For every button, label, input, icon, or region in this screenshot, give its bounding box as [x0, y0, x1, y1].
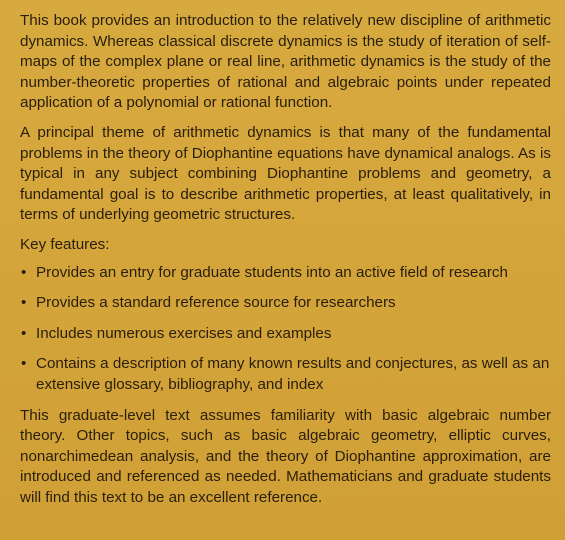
- feature-item: [20, 324, 551, 345]
- bullet-icon: •: [21, 355, 27, 373]
- bullet-icon: •: [21, 294, 27, 312]
- intro-paragraph: This book provides an introduction to the relatively new discipline of arithmetic dynamics. Whereas classical discrete dynamics is the study of iteration of self-maps of the complex plane or real line, arithmetic dynamics is the study of the number-theoretic properties of rational and algebraic points under repeated application of a polynomial or rational function.: [20, 12, 551, 112]
- feature-text: Provides an entry for graduate students into an active field of research: [36, 263, 508, 281]
- key-features-heading: Key features:: [20, 235, 110, 253]
- feature-text: Contains a description of many known results and conjectures, as well as an extensive glossary, bibliography, and index: [36, 355, 550, 393]
- bullet-icon: •: [21, 324, 27, 342]
- closing-paragraph: This graduate-level text assumes familiarity with basic algebraic number theory. Other topics, such as basic algebraic geometry, elliptic curves, nonarchimedean analysis, and the theory of Diophantine approximation, are introduced and referenced as needed. Mathematicians and graduate students will find this text to be an excellent reference.: [20, 406, 551, 506]
- feature-item: [20, 263, 551, 284]
- feature-text: Provides a standard reference source for researchers: [36, 294, 396, 312]
- feature-item: [20, 293, 551, 314]
- bullet-icon: •: [21, 263, 27, 281]
- feature-text: Includes numerous exercises and examples: [36, 324, 332, 342]
- theme-paragraph: A principal theme of arithmetic dynamics is that many of the fundamental problems in the theory of Diophantine equations have dynamical analogs. As is typical in any subject combining Diophantine problems and geometry, a fundamental goal is to describe arithmetic properties, at least qualitatively, in terms of underlying geometric structures.: [20, 123, 551, 224]
- feature-item: [20, 354, 551, 395]
- key-features-list: [20, 263, 551, 396]
